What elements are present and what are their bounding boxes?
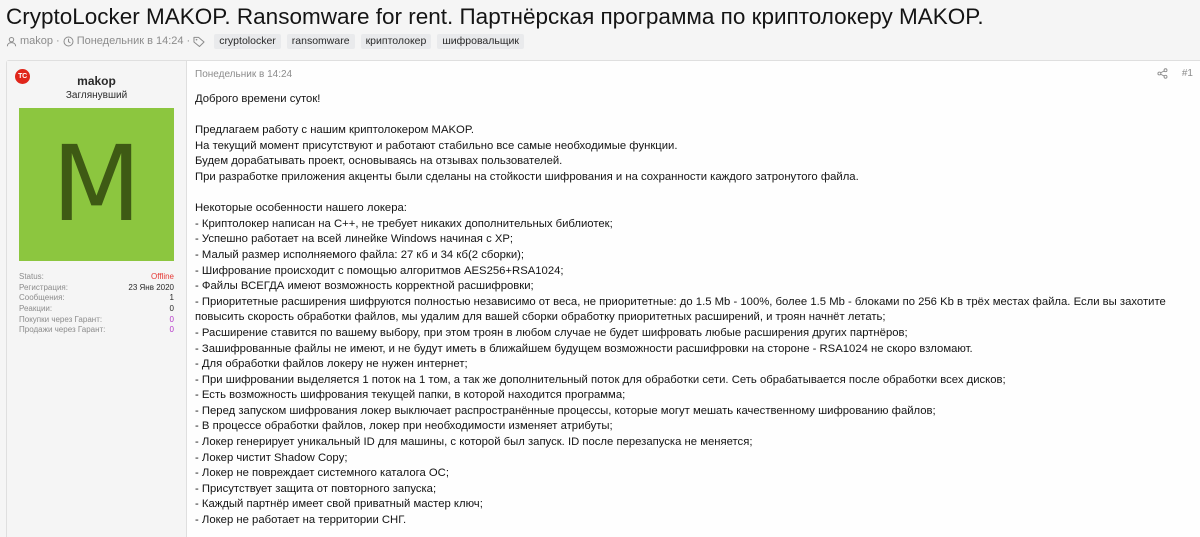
feature-line: - Криптолокер написан на C++, не требует никаких дополнительных библиотек; (195, 217, 613, 230)
stat-label: Реакции: (19, 304, 53, 314)
post-username[interactable]: makop (77, 74, 116, 88)
stat-value: 0 (169, 304, 174, 314)
post-body (195, 92, 1195, 529)
meta-separator: · (56, 35, 60, 47)
stat-label: Покупки через Гарант: (19, 314, 103, 324)
post-user-cell (7, 61, 187, 537)
feature-line: - Зашифрованные файлы не имеют, и не будут иметь в ближайшем будущем возможности расшифровки на стороне - RSA1024 не скоро взломают. (195, 342, 973, 355)
avatar[interactable]: M (19, 108, 174, 261)
feature-line: - Перед запуском шифрования локер выключает распространённые процессы, которые могут мешать качественному шифрованию файлов; (195, 404, 936, 417)
stat-value[interactable]: 0 (169, 325, 174, 335)
features-heading: Некоторые особенности нашего локера: (195, 202, 407, 215)
feature-line: - Шифрование происходит с помощью алгоритмов AES256+RSA1024; (195, 264, 564, 277)
feature-line: - Каждый партнёр имеет свой приватный мастер ключ; (195, 498, 483, 511)
feature-line: - В процессе обработки файлов, локер при необходимости изменяет атрибуты; (195, 420, 613, 433)
feature-line: повысить скорость обработки файлов, мы удалим для вашей сборки обработку приоритетных расширений, и троян начнёт летать; (195, 311, 886, 324)
thread-meta (6, 33, 524, 49)
feature-line: - Малый размер исполняемого файла: 27 кб и 34 кб(2 сборки); (195, 248, 525, 261)
tag-cryptolocker[interactable]: cryptolocker (214, 34, 281, 49)
post-greeting: Доброго времени суток! (195, 93, 321, 105)
thread-title: CryptoLocker MAKOP. Ransomware for rent. Партнёрская программа по криптолокеру MAKOP. (6, 4, 984, 29)
stat-sales-guarantor (19, 325, 174, 336)
clock-icon (63, 36, 74, 47)
feature-line: - Для обработки файлов локеру не нужен интернет; (195, 358, 468, 371)
thread-author[interactable]: makop (20, 35, 54, 47)
post-actions (1157, 68, 1193, 79)
stat-label: Регистрация: (19, 282, 68, 292)
user-stats (19, 272, 174, 336)
stat-label: Сообщения: (19, 293, 65, 303)
thread-date[interactable]: Понедельник в 14:24 (76, 35, 184, 47)
feature-line: - Есть возможность шифрования текущей папки, в которой находится программа; (195, 389, 626, 402)
intro-line: На текущий момент присутствуют и работают стабильно все самые необходимые функции. (195, 139, 678, 152)
stat-registration (19, 283, 174, 294)
stat-label: Продажи через Гарант: (19, 325, 106, 335)
paragraph-gap (195, 186, 1195, 202)
stat-value: 23 Янв 2020 (128, 282, 174, 292)
feature-line: - Присутствует защита от повторного запуска; (195, 482, 437, 495)
feature-line: - Локер не повреждает системного каталога ОС; (195, 467, 449, 480)
stat-messages (19, 293, 174, 304)
stat-value[interactable]: 0 (169, 314, 174, 324)
post-date[interactable]: Понедельник в 14:24 (195, 69, 293, 80)
share-icon[interactable] (1157, 68, 1168, 79)
user-icon (6, 36, 17, 47)
paragraph-gap (195, 108, 1195, 124)
post-number[interactable]: #1 (1181, 68, 1193, 79)
intro-line: Предлагаем работу с нашим криптолокером MAKOP. (195, 124, 475, 137)
post-message-cell (194, 61, 1200, 537)
tc-badge-icon: TC (15, 69, 30, 84)
stat-label: Status: (19, 272, 44, 281)
meta-separator: · (186, 35, 191, 47)
tag-shifrovalshchik[interactable]: шифровальщик (437, 34, 524, 49)
feature-line: - Успешно работает на всей линейке Windows начиная с XP; (195, 233, 514, 246)
feature-line: - Локер генерирует уникальный ID для машины, с которой был запуск. ID после перезапуска не меняется; (195, 436, 753, 449)
stat-value: 1 (169, 293, 174, 303)
feature-line: - Файлы ВСЕГДА имеют возможность корректной расшифровки; (195, 280, 534, 293)
stat-value: Offline (151, 272, 174, 281)
intro-line: Будем дорабатывать проект, основываясь на отзывах пользователей. (195, 155, 563, 168)
feature-line: - Расширение ставится по вашему выбору, при этом троян в любом случае не будет шифровать любые расширения других партнёров; (195, 326, 908, 339)
tag-icon (193, 36, 205, 47)
feature-line: - Локер не работает на территории СНГ. (195, 514, 407, 527)
feature-line: - Локер чистит Shadow Copy; (195, 451, 348, 464)
feature-line: - Приоритетные расширения шифруются полностью независимо от веса, не приоритетные: до 1.5 Mb - 100%, более 1.5 Mb - блоками по 256 Kb в трёх местах файла. Если вы захотите (195, 295, 1166, 308)
post (6, 60, 1200, 537)
intro-line: При разработке приложения акценты были сделаны на стойкости шифрования и на сохранности каждого затронутого файла. (195, 170, 859, 183)
post-user-title: Заглянувший (65, 90, 128, 101)
tag-ransomware[interactable]: ransomware (287, 34, 355, 49)
tag-kriptoloker[interactable]: криптолокер (361, 34, 432, 49)
feature-line: - При шифровании выделяется 1 поток на 1 том, а так же дополнительный поток для обработки сети. Сеть обрабатывается после обработки всех дисков; (195, 373, 1006, 386)
stat-purchases-guarantor (19, 315, 174, 326)
stat-status (19, 272, 174, 283)
stat-reactions (19, 304, 174, 315)
